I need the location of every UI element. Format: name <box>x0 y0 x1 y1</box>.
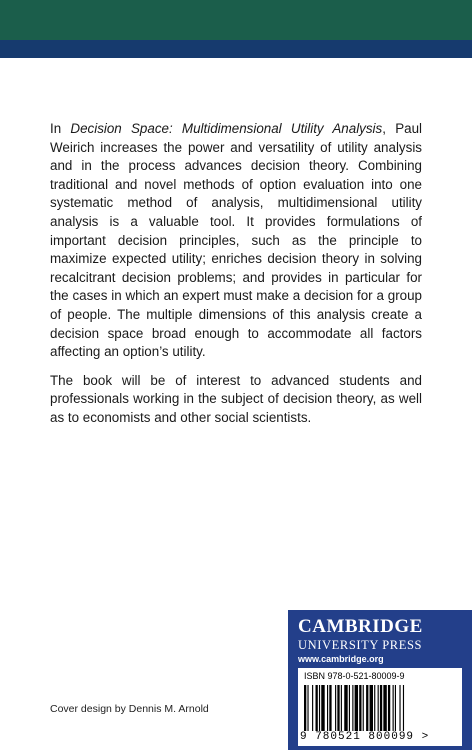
barcode-bar <box>329 685 331 731</box>
barcode-bar <box>359 685 361 731</box>
barcode-bar <box>380 685 382 731</box>
top-band-navy <box>0 40 472 58</box>
cover-design-credit: Cover design by Dennis M. Arnold <box>50 703 209 715</box>
back-cover-blurb <box>50 120 422 438</box>
barcode-bar <box>312 685 313 731</box>
barcode-bar <box>355 685 358 731</box>
book-title: Decision Space: Multidimensional Utility Analysis <box>70 121 383 136</box>
barcode-bar <box>374 685 375 731</box>
barcode-bar <box>335 685 336 731</box>
top-band-green <box>0 0 472 40</box>
barcode-number: 9 780521 800099 > <box>300 731 430 743</box>
blurb-body: , Paul Weirich increases the power and versatility of utility analysis and in the process advances decision theory. Combining traditional and novel methods of option evaluation into one systematic method of analysis, multidimensional utility analysis is a valuable tool. It provides formulations of important decision principles, such as the principle to maximize expected utility; enriches decision theory in solving recalcitrant decision problems; and provides in particular for the cases in which an expert must make a decision for a group of people. The multiple dimensions of this analysis create a decision space broad enough to accommodate all factors affecting an option’s utility. <box>50 121 422 360</box>
barcode-bar <box>388 685 390 731</box>
barcode-bar <box>383 685 386 731</box>
blurb-paragraph-2: The book will be of interest to advanced students and professionals working in the subject of decision theory, as well as to economists and other social scientists. <box>50 372 422 425</box>
barcode-bar <box>327 685 328 731</box>
barcode-bar <box>352 685 353 731</box>
barcode-panel <box>298 668 462 746</box>
blurb-lead: In <box>50 121 71 136</box>
barcode-bar <box>304 685 306 731</box>
barcode-bar <box>349 685 350 731</box>
publisher-box <box>288 610 472 750</box>
barcode-bar <box>319 685 320 731</box>
barcode-bar <box>399 685 400 731</box>
isbn-label: ISBN 978-0-521-80009-9 <box>304 671 405 681</box>
publisher-subtitle: UNIVERSITY PRESS <box>298 638 423 652</box>
barcode-bar <box>337 685 339 731</box>
barcode-bar <box>321 685 324 731</box>
publisher-url: www.cambridge.org <box>298 654 384 664</box>
barcode-bar <box>366 685 368 731</box>
barcode-icon <box>304 685 456 731</box>
barcode-bar <box>393 685 394 731</box>
barcode-bar <box>341 685 342 731</box>
barcode-bar <box>363 685 364 731</box>
barcode-bar <box>370 685 373 731</box>
barcode-bar <box>316 685 318 731</box>
barcode-bar <box>307 685 308 731</box>
publisher-name: CAMBRIDGE <box>298 616 423 637</box>
barcode-bar <box>395 685 396 731</box>
blurb-paragraph-1 <box>50 120 422 362</box>
barcode-bar <box>344 685 347 731</box>
barcode-bar <box>378 685 379 731</box>
barcode-bar <box>403 685 404 731</box>
